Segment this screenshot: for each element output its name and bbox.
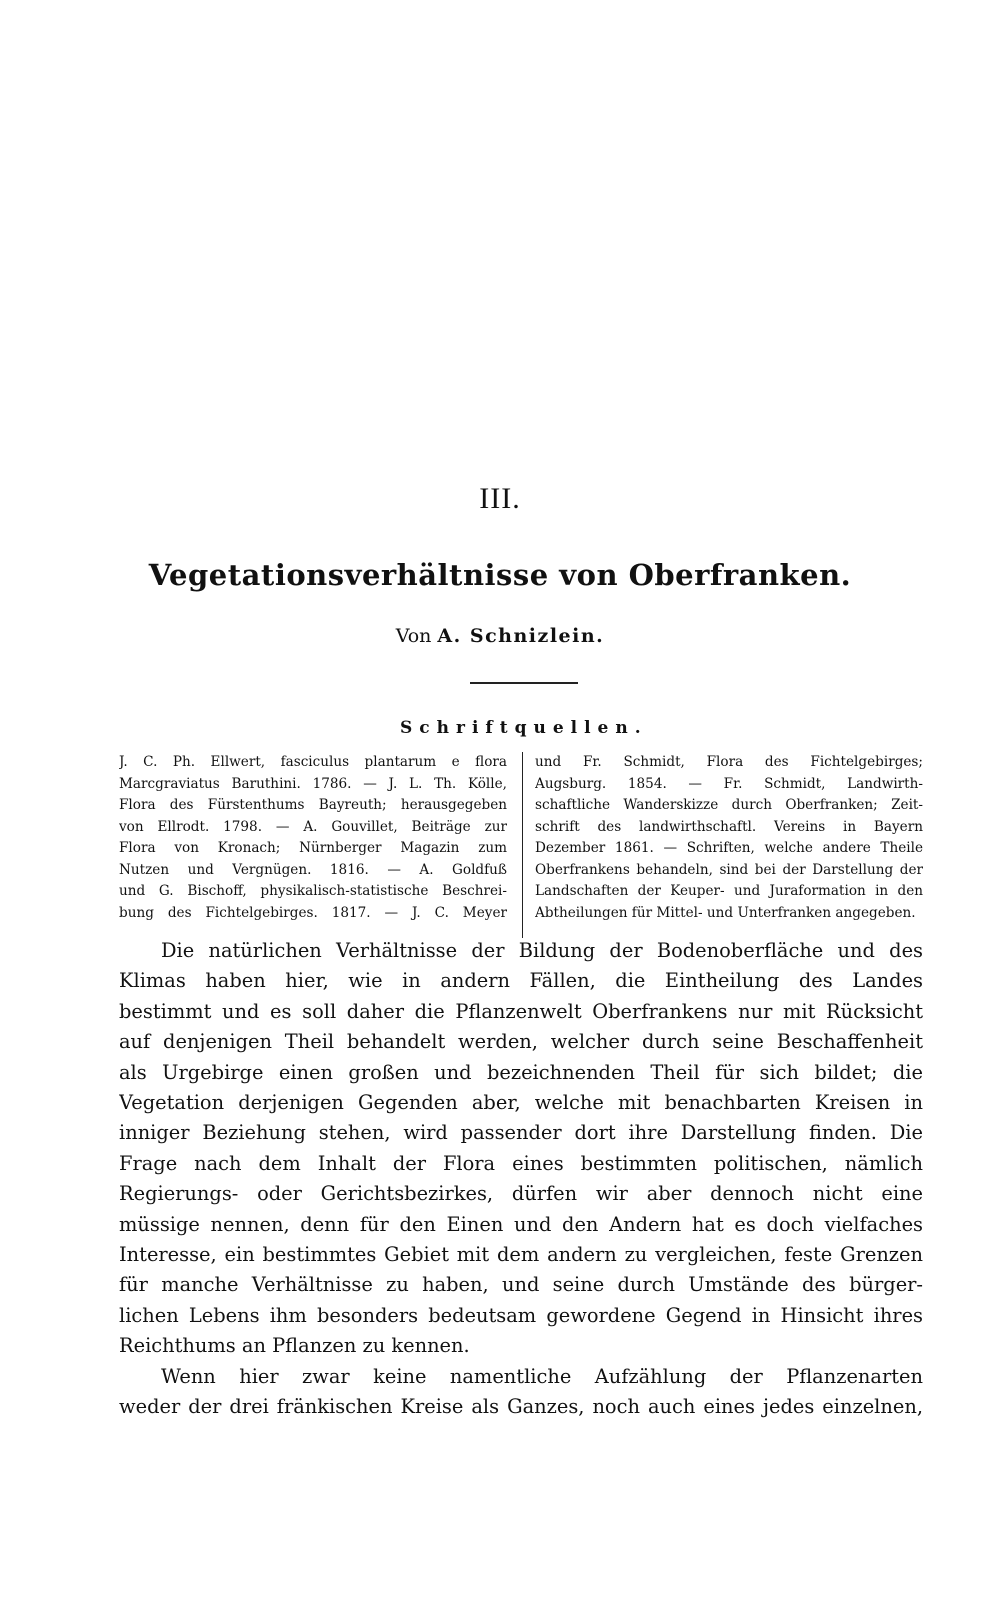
author-prefix: Von [395, 625, 432, 647]
sources-line: schrift des landwirthschaftl. Vereins in Bayern [535, 818, 923, 835]
body-line: Reichthums an Pflanzen zu kennen. [119, 1334, 470, 1358]
sources-line: von Ellrodt. 1798. — A. Gouvillet, Beiträge zur [119, 818, 507, 835]
sources-line: Flora von Kronach; Nürnberger Magazin zum [119, 840, 507, 856]
sources-block [119, 752, 923, 940]
sources-line: und Fr. Schmidt, Flora des Fichtelgebirges; [535, 754, 923, 770]
body-line: Interesse, ein bestimmtes Gebiet mit dem andern zu vergleichen, feste Grenzen [119, 1243, 923, 1267]
body-line: weder der drei fränkischen Kreise als Ganzes, noch auch eines jedes einzelnen, [119, 1395, 923, 1419]
body-line: Wenn hier zwar keine namentliche Aufzählung der Pflanzenarten [161, 1364, 923, 1388]
body-line: Die natürlichen Verhältnisse der Bildung der Bodenoberfläche und des [161, 939, 923, 962]
column-divider [522, 752, 523, 938]
body-line: für manche Verhältnisse zu haben, und seine durch Umstände des bürger- [119, 1273, 923, 1297]
sources-heading: Schriftquellen. [400, 718, 648, 738]
author-name: A. Schnizlein. [437, 625, 605, 647]
sources-line: schaftliche Wanderskizze durch Oberfranken; Zeit- [535, 797, 923, 813]
sources-line: Abtheilungen für Mittel- und Unterfranken angegeben. [535, 904, 916, 921]
body-line: Regierungs- oder Gerichtsbezirkes, dürfen wir aber dennoch nicht eine [119, 1182, 923, 1206]
sources-left-column [119, 752, 507, 924]
paragraph-1 [119, 936, 923, 1362]
body-line: auf denjenigen Theil behandelt werden, welcher durch seine Beschaffenheit [119, 1030, 923, 1054]
sources-line: Marcgraviatus Baruthini. 1786. — J. L. Th. Kölle, [119, 775, 507, 792]
sources-line: Nutzen und Vergnügen. 1816. — A. Goldfuß [119, 861, 507, 878]
sources-right-column [535, 752, 923, 924]
body-line: als Urgebirge einen großen und bezeichnenden Theil für sich bildet; die [119, 1060, 923, 1084]
chapter-number: III. [479, 482, 521, 515]
sources-line: Landschaften der Keuper- und Juraformation in den [535, 883, 923, 899]
chapter-title: Vegetationsverhältnisse von Oberfranken. [148, 558, 852, 592]
sources-line: Flora des Fürstenthums Bayreuth; herausgegeben [119, 797, 507, 813]
sources-line: Dezember 1861. — Schriften, welche andere Theile [535, 840, 923, 856]
body-line: lichen Lebens ihm besonders bedeutsam gewordene Gegend in Hinsicht ihres [119, 1303, 923, 1327]
body-line: inniger Beziehung stehen, wird passender dort ihre Darstellung finden. Die [119, 1121, 923, 1145]
sources-line: bung des Fichtelgebirges. 1817. — J. C. Meyer [119, 904, 507, 921]
title-divider-rule [470, 682, 578, 684]
body-line: müssige nennen, denn für den Einen und den Andern hat es doch vielfaches [119, 1212, 923, 1236]
body-line: Vegetation derjenigen Gegenden aber, welche mit benachbarten Kreisen in [119, 1091, 923, 1115]
body-line: Klimas haben hier, wie in andern Fällen, die Eintheilung des Landes [119, 969, 923, 993]
author-line [0, 625, 1000, 647]
sources-line: Augsburg. 1854. — Fr. Schmidt, Landwirth- [535, 775, 923, 792]
sources-line: und G. Bischoff, physikalisch-statistische Beschrei- [119, 883, 507, 899]
sources-line: J. C. Ph. Ellwert, fasciculus plantarum e flora [119, 754, 507, 770]
body-text [119, 936, 923, 1423]
paragraph-2 [119, 1362, 923, 1423]
sources-line: Oberfrankens behandeln, sind bei der Darstellung der [535, 861, 923, 878]
body-line: Frage nach dem Inhalt der Flora eines bestimmten politischen, nämlich [119, 1151, 923, 1175]
body-line: bestimmt und es soll daher die Pflanzenwelt Oberfrankens nur mit Rücksicht [119, 999, 923, 1023]
